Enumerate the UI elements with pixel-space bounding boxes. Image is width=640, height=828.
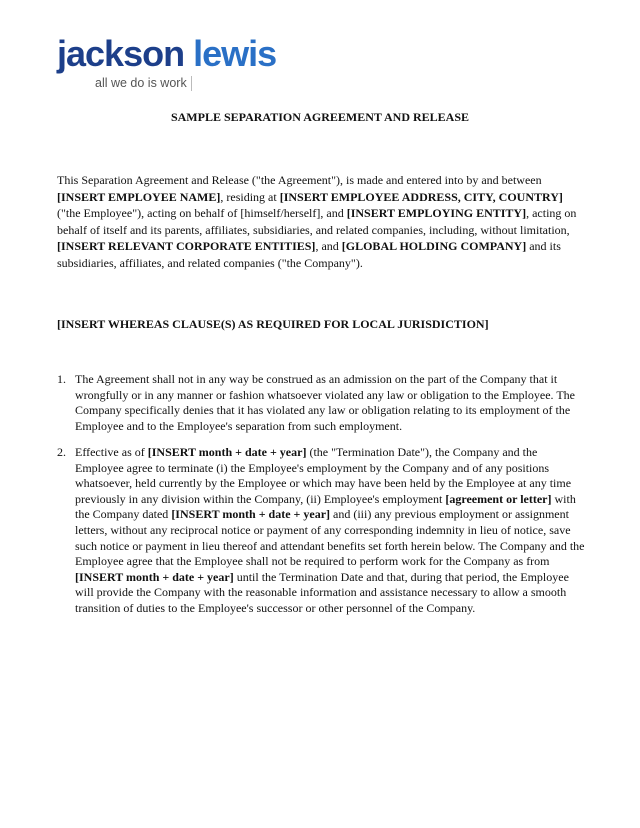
placeholder-date: [INSERT month + date + year] bbox=[75, 569, 234, 584]
clause-text: The Agreement shall not in any way be construed as an admission on the part of the Company that it wrongfully or in any manner or fashion whatsoever violated any law or obligation to the Employee. The Company specifically denies that it has violated any law or obligation relating to its employment of the Employee and to the Employee's separation from such employment. bbox=[75, 372, 575, 433]
logo-tagline: all we do is work bbox=[95, 76, 192, 91]
placeholder-employee-name: [INSERT EMPLOYEE NAME] bbox=[57, 189, 221, 204]
clause-text-part: and (iii) any previous employment or assignment letters, without any reciprocal notice or payment of any corresponding indemnity in lieu of notice, save such notice or payment in lieu thereof and attendant benefits set forth herein below. The Company and the Employee agree that the Employee shall not be required to perform work for the Company as from bbox=[75, 507, 585, 569]
logo-word-jackson: jackson bbox=[57, 33, 185, 74]
clause-text-part: with the Company dated bbox=[75, 491, 576, 522]
clause-1 bbox=[57, 372, 585, 434]
document-title: SAMPLE SEPARATION AGREEMENT AND RELEASE bbox=[170, 110, 470, 124]
intro-paragraph bbox=[57, 172, 585, 271]
placeholder-corporate-entities: [INSERT RELEVANT CORPORATE ENTITIES] bbox=[57, 239, 316, 253]
clause-text-part: until the Termination Date and that, during that period, the Employee will provide the Company with the reasonable information and assistance necessary to allow a smooth transition of duties to the Employee's successor or other personnel of the Company. bbox=[75, 569, 569, 615]
logo-word-lewis: lewis bbox=[193, 33, 277, 74]
intro-text: and its subsidiaries, affiliates, and related companies ("the Company"). bbox=[57, 239, 561, 270]
placeholder-date: [INSERT month + date + year] bbox=[171, 507, 331, 522]
intro-text: , acting on behalf of itself and its parents, affiliates, subsidiaries, and related companies, including, without limitation, bbox=[57, 206, 577, 237]
whereas-clause-heading: [INSERT WHEREAS CLAUSE(S) AS REQUIRED FOR LOCAL JURISDICTION] bbox=[57, 317, 489, 331]
intro-text: , residing at bbox=[220, 189, 280, 204]
clause-2 bbox=[57, 445, 585, 617]
intro-text: ("the Employee"), acting on behalf of [himself/herself], and bbox=[57, 206, 347, 220]
intro-text: This Separation Agreement and Release ("the Agreement"), is made and entered into by and between bbox=[57, 173, 542, 187]
placeholder-employing-entity: [INSERT EMPLOYING ENTITY] bbox=[346, 206, 527, 220]
intro-text: , and bbox=[315, 239, 342, 253]
clause-text-part: (the "Termination Date"), the Company and the Employee agree to terminate (i) the Employee's employment by the Company and of any positions whatsoever, held currently by the Employee or which may have been held by the Employee at any time previously in any division within the Company, (ii) Employee's employment bbox=[75, 445, 572, 506]
logo-wordmark bbox=[57, 34, 276, 74]
placeholder-employee-address: [INSERT EMPLOYEE ADDRESS, CITY, COUNTRY] bbox=[279, 189, 563, 204]
clause-number: 1. bbox=[57, 372, 66, 386]
company-logo bbox=[57, 34, 276, 92]
clause-text-part: Effective as of bbox=[75, 445, 148, 459]
placeholder-date: [INSERT month + date + year] bbox=[147, 445, 307, 459]
clause-text bbox=[75, 445, 585, 617]
placeholder-holding-company: [GLOBAL HOLDING COMPANY] bbox=[341, 239, 527, 253]
placeholder-agreement-type: [agreement or letter] bbox=[445, 491, 552, 506]
clause-number: 2. bbox=[57, 445, 66, 459]
